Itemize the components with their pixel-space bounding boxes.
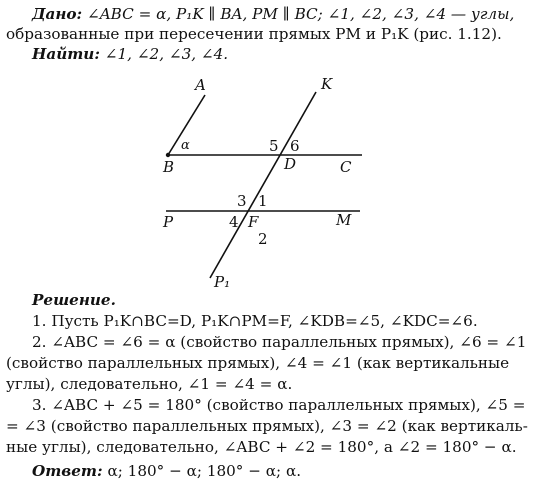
solution-line-1: 1. Пусть P₁K∩BC=D, P₁K∩PM=F, ∠KDB=∠5, ∠KDC=∠6. (32, 312, 478, 330)
label-a: A (195, 76, 206, 94)
solution-line-3: (свойство параллельных прямых), ∠4 = ∠1 (как вертикальные (6, 354, 510, 372)
label-b: B (163, 158, 175, 176)
answer-text: α; 180° − α; 180° − α; α. (107, 462, 302, 480)
solution-heading (32, 290, 533, 310)
given-label: Дано: (32, 5, 83, 23)
label-1: 1 (258, 192, 268, 210)
solution-line-7: ные углы), следовательно, ∠ABC + ∠2 = 180°, а ∠2 = 180° − α. (6, 438, 517, 456)
label-6: 6 (290, 137, 300, 155)
solution-line-5: 3. ∠ABC + ∠5 = 180° (свойство параллельных прямых), ∠5 = (32, 396, 526, 414)
solution-heading-text: Решение. (32, 291, 116, 309)
label-2: 2 (258, 230, 268, 248)
answer-label: Ответ: (32, 462, 103, 480)
label-f: F (248, 213, 259, 231)
solution-line-4: углы), следовательно, ∠1 = ∠4 = α. (6, 375, 293, 393)
given-line-2: образованные при пересечении прямых PM и P₁K (рис. 1.12). (6, 25, 502, 43)
solution-line-2: 2. ∠ABC = ∠6 = α (свойство параллельных прямых), ∠6 = ∠1 (32, 333, 527, 351)
label-3: 3 (237, 192, 247, 210)
label-5: 5 (269, 137, 279, 155)
label-4: 4 (229, 213, 239, 231)
answer-line (32, 461, 533, 481)
find-label: Найти: (32, 45, 100, 63)
point-b (166, 153, 170, 157)
given-text: ∠ABC = α, P₁K ∥ BA, PM ∥ BC; ∠1, ∠2, ∠3, ∠4 — углы, (86, 5, 515, 23)
line-p1k (210, 92, 316, 278)
find-text: ∠1, ∠2, ∠3, ∠4. (104, 45, 229, 63)
label-k: K (321, 75, 333, 93)
label-p1: P₁ (214, 273, 231, 291)
label-p: P (163, 213, 174, 231)
label-alpha: α (181, 138, 190, 153)
solution-line-6: = ∠3 (свойство параллельных прямых), ∠3 = ∠2 (как вертикаль- (6, 417, 528, 435)
label-c: C (340, 158, 352, 176)
label-d: D (284, 155, 297, 173)
label-m: M (336, 211, 352, 229)
